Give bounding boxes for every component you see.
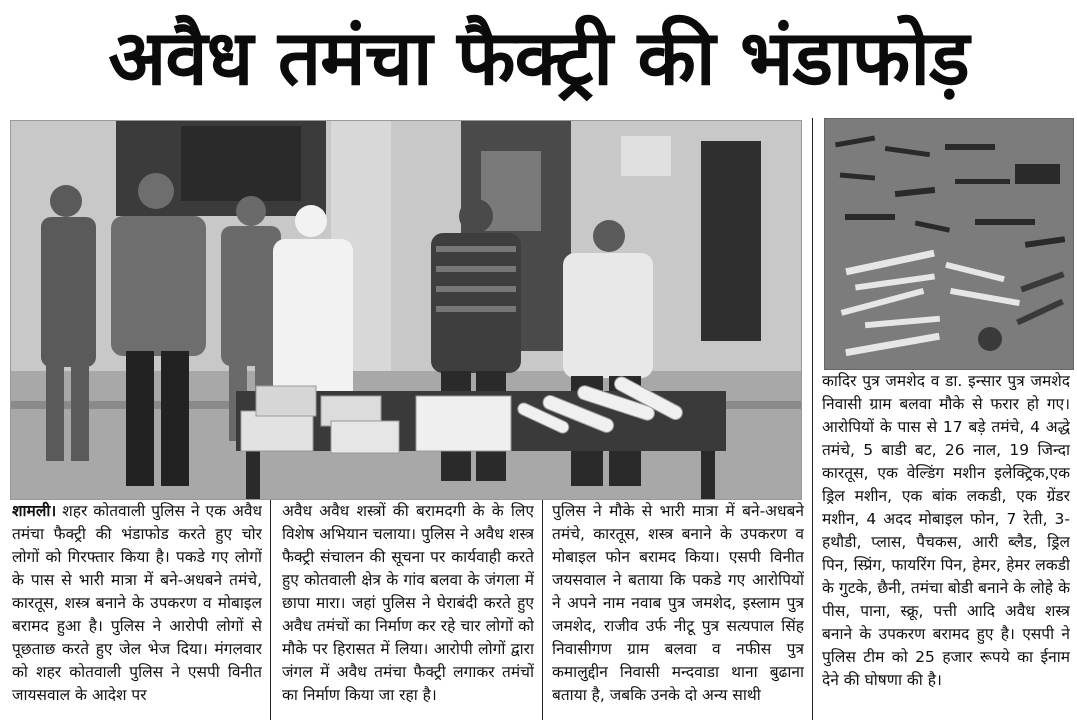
main-photo-illustration <box>11 121 801 499</box>
seized-weapons-photo <box>824 118 1074 370</box>
weapons-illustration <box>825 119 1073 369</box>
column-1-text: शहर कोतवाली पुलिस ने एक अवैध तमंचा फैक्ट्री की भंडाफोड करते हुए चोर लोगों को गिरफ्तार किया है। पकडे गए लोगों के पास से भारी मात्रा में बने-अधबने तमंचे, कारतूस, शस्त्र बनाने के उपकरण व मोबाइल बरामद हुआ है। पुलिस ने आरोपी लोगों से पूछताछ करते हुए जेल भेज दिया। मंगलवार को शहर कोतवाली पुलिस ने एसपी विनीत जायसवाल के आदेश पर <box>12 502 262 704</box>
dateline: शामली। <box>12 502 57 520</box>
column-2-text: अवैध अवैध शस्त्रों की बरामदगी के के लिए विशेष अभियान चलाया। पुलिस ने अवैध शस्त्र फैक्ट्री संचालन की सूचना पर कार्यवाही करते हुए कोतवाली क्षेत्र के गांव बलवा के जंगला में छापा मारा। जहां पुलिस ने घेराबंदी करते हुए अवैध तमंचों का निर्माण कर रहे चार लोगों को मौके पर हिरासत में लिया। आरोपी लोगों द्वारा जंगल में अवैध तमंचा फैक्ट्री लगाकर तमंचों का निर्माण किया जा रहा है। <box>282 502 534 704</box>
headline: अवैध तमंचा फैक्ट्री की भंडाफोड़ <box>108 12 969 102</box>
article-column-2 <box>282 500 534 720</box>
article-column-3 <box>552 500 804 720</box>
column-divider <box>812 118 813 720</box>
column-3-text: पुलिस ने मौके से भारी मात्रा में बने-अधबने तमंचे, कारतूस, शस्त्र बनाने के उपकरण व मोबाइल फोन बरामद किया। एसपी विनीत जयसवाल ने बताया कि पकडे गए आरोपियों ने अपने नाम नवाब पुत्र जमशेद, इस्लाम पुत्र जमशेद, राजीव उर्फ नीटू पुत्र सत्यपाल सिंह निवासीगण ग्राम बलवा व नफीस पुत्र कमालुद्दीन निवासी मन्दवाडा थाना बुढाना बताया है, जबकि उनके दो अन्य साथी <box>552 502 804 704</box>
main-news-photo <box>10 120 802 500</box>
article-column-1 <box>12 500 262 720</box>
column-4-text: कादिर पुत्र जमशेद व डा. इन्सार पुत्र जमशेद निवासी ग्राम बलवा मौके से फरार हो गए। आरोपियों के पास से 17 बड़े तमंचे, 4 अद्धे तमंचे, 5 बाडी बट, 26 नाल, 19 जिन्दा कारतूस, एक वेल्डिंग मशीन इलेक्ट्रिक,एक ड्रिल मशीन, एक बांक लकडी, एक ग्रेंडर मशीन, 4 अदद मोबाइल फोन, 7 रेती, 3- हथौडी, प्लास, पैचकस, आरी ब्लैड, ड्रिल पिन, स्प्रिंग, फायरिंग पिन, हेमर, हेमर लकडी के गुटके, छैनी, तमंचा बोडी बनाने के लोहे के पीस, पाना, स्क्रू, पत्ती आदि अवैध शस्त्र बनाने के उपकरण बरामद हुए है। एसपी ने पुलिस टीम को 25 हजार रूपये का ईनाम देने की घोषणा की है। <box>822 372 1070 689</box>
column-divider <box>542 500 543 720</box>
column-divider <box>270 500 271 720</box>
article-column-4 <box>822 370 1070 720</box>
